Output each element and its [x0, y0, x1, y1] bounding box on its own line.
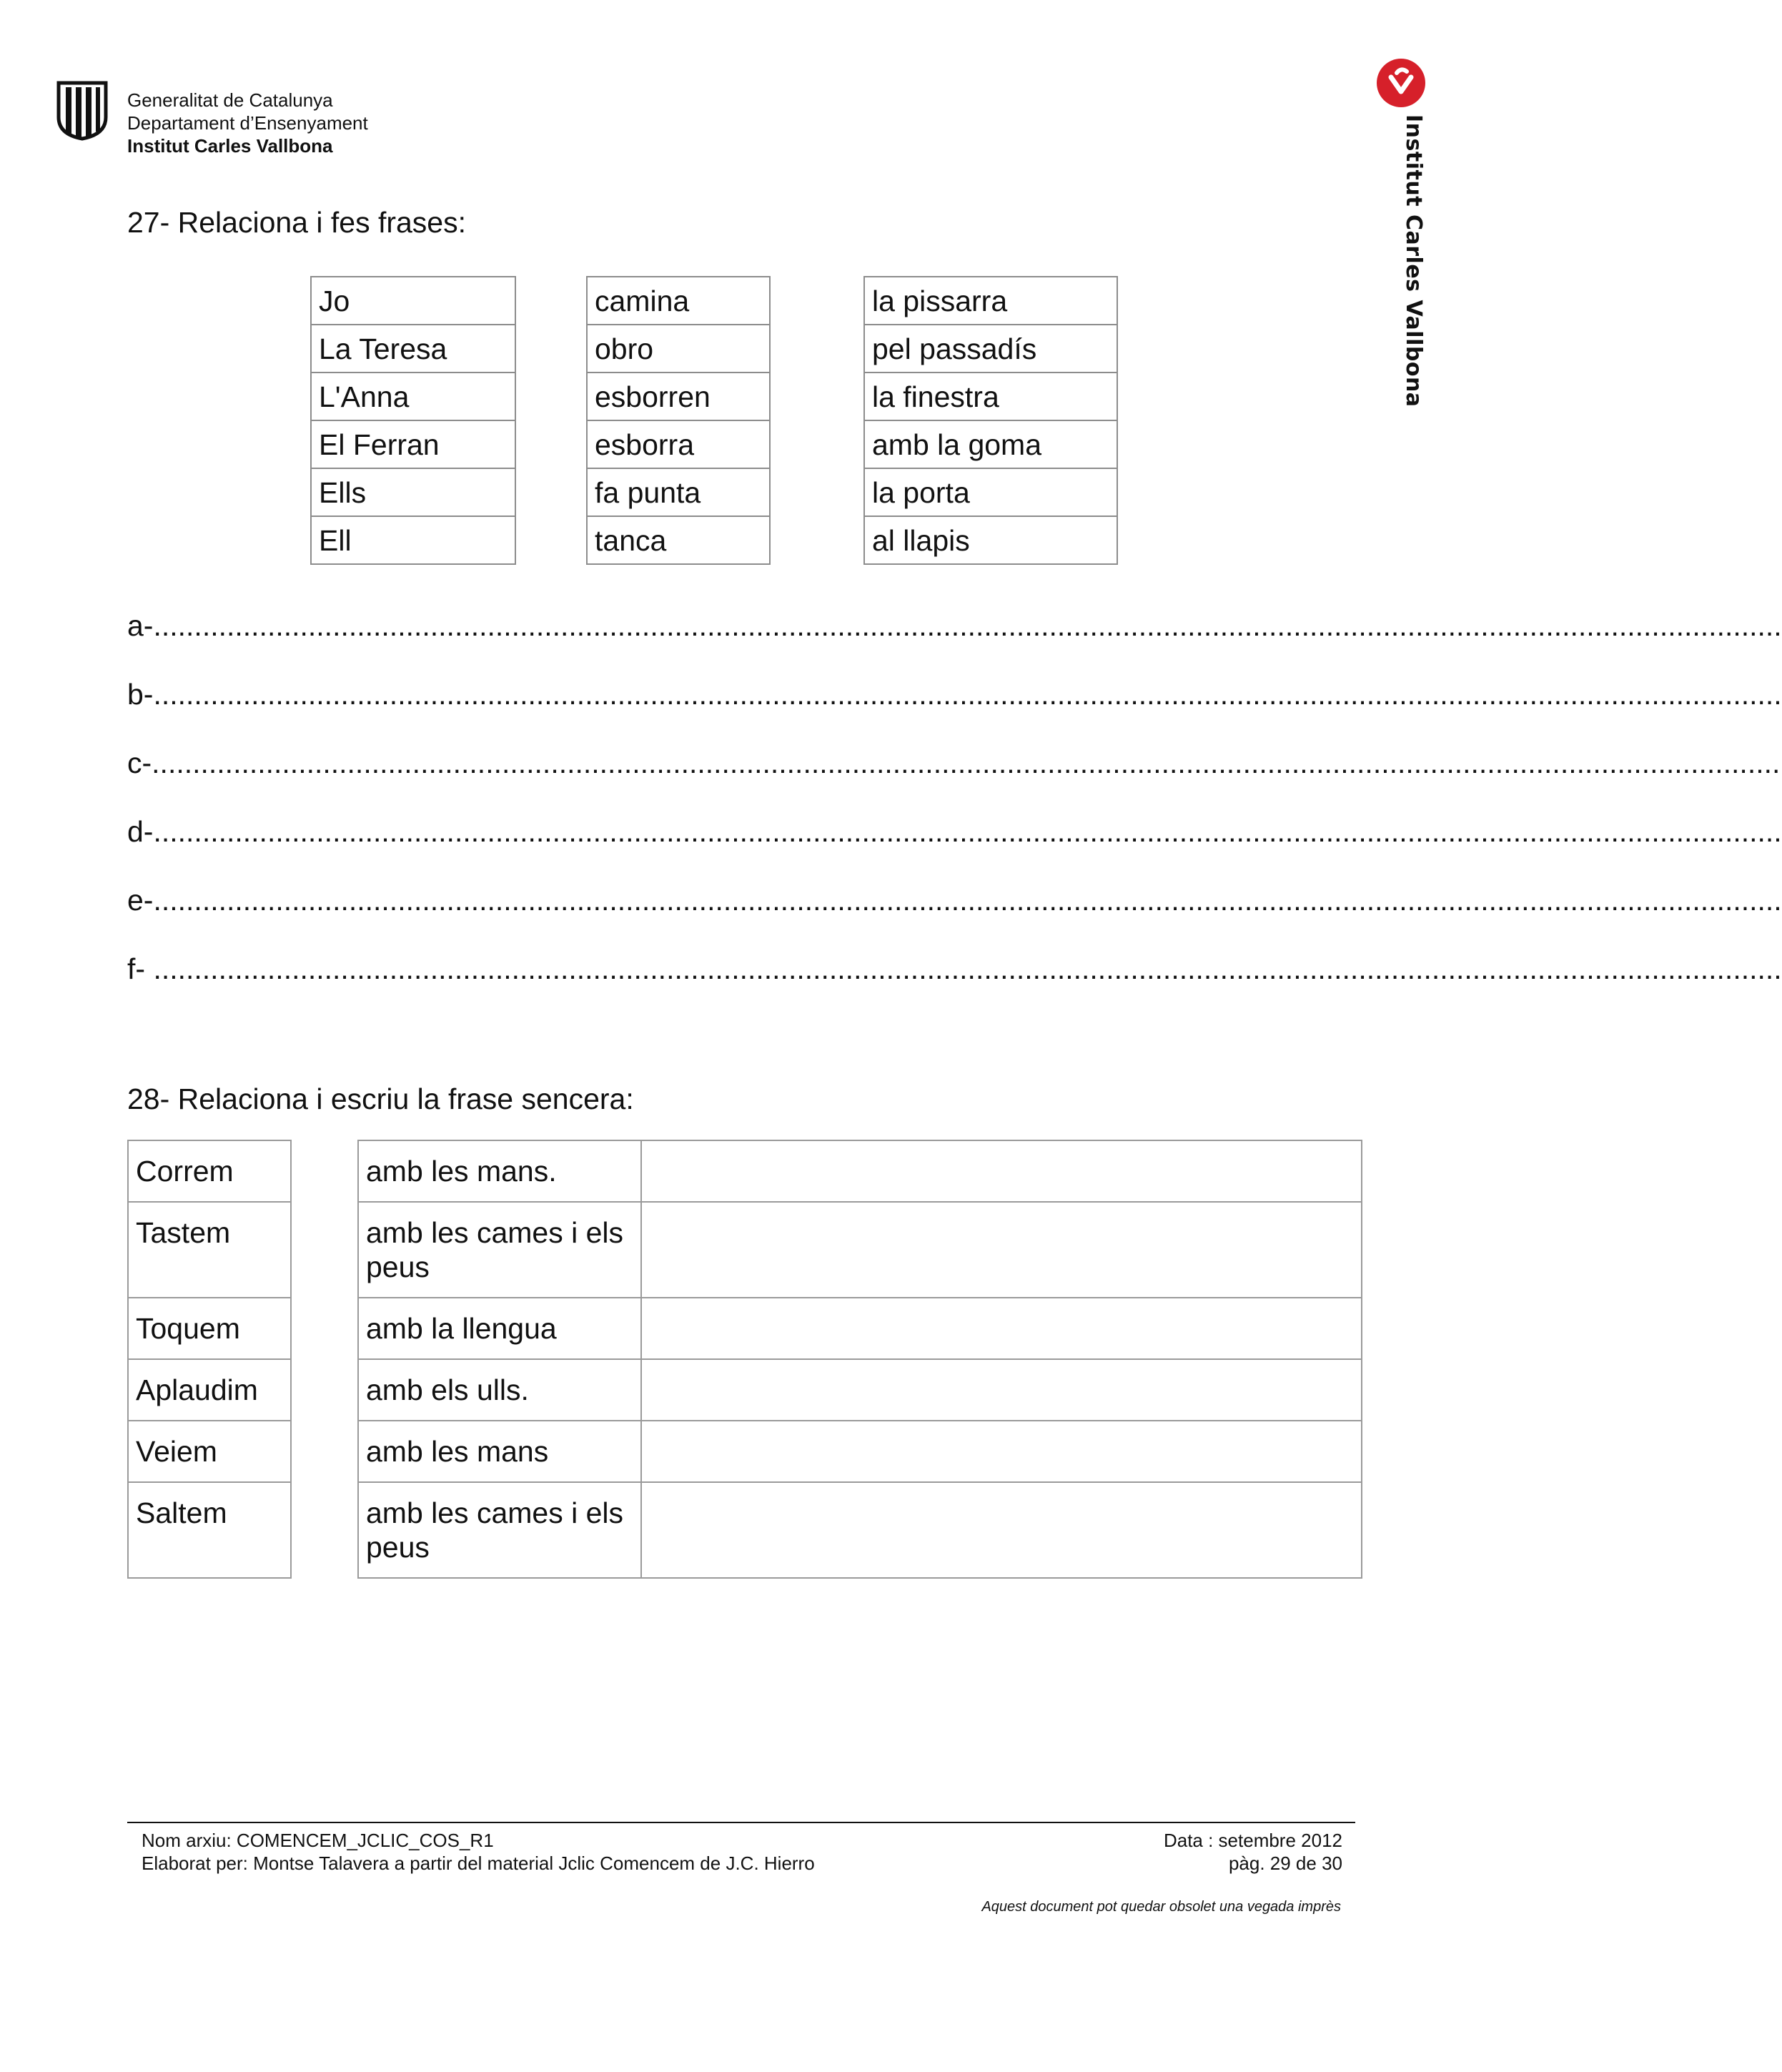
complement-cell: amb els ulls.: [358, 1359, 641, 1421]
answer-line-f[interactable]: f- ........................................................................................................................................................................................................: [127, 952, 1782, 985]
answer-label: a-: [127, 609, 154, 642]
verb-cell: Saltem: [128, 1482, 291, 1578]
footer-date: Data : setembre 2012: [1163, 1830, 1342, 1851]
footer-divider: [127, 1822, 1355, 1823]
answer-label: e-: [127, 884, 154, 917]
institut-side-name: Institut Carles Vallbona: [1401, 114, 1426, 408]
verb-cell: Aplaudim: [128, 1359, 291, 1421]
answer-line-d[interactable]: d-........................................................................................................................................................................................................: [127, 815, 1782, 848]
answer-line-c[interactable]: c-........................................................................................................................................................................................................: [127, 746, 1781, 779]
org-line-1: Generalitat de Catalunya: [127, 89, 333, 111]
footer-disclaimer: Aquest document pot quedar obsolet una vegada imprès: [981, 1899, 1341, 1915]
verb-cell: camina: [588, 277, 769, 325]
answer-line-e[interactable]: e-........................................................................................................................................................................................................: [127, 884, 1782, 917]
answer-label: c-: [127, 746, 152, 779]
answer-line-b[interactable]: b-........................................................................................................................................................................................................: [127, 678, 1782, 711]
answer-cell[interactable]: [641, 1359, 1362, 1421]
verb-cell: esborren: [588, 373, 769, 421]
complement-cell: amb les cames i els peus: [358, 1482, 641, 1578]
verb-cell: esborra: [588, 421, 769, 469]
complement-cell: amb les cames i els peus: [358, 1202, 641, 1298]
complement-cell: amb la llengua: [358, 1298, 641, 1359]
verb-cell: tanca: [588, 517, 769, 565]
complement-cell: amb les mans: [358, 1421, 641, 1482]
verb-cell: Veiem: [128, 1421, 291, 1482]
exercise-28-title: 28- Relaciona i escriu la frase sencera:: [127, 1082, 634, 1115]
institut-logo-icon: [1375, 57, 1427, 109]
answer-cell[interactable]: [641, 1421, 1362, 1482]
answer-cell[interactable]: [641, 1140, 1362, 1202]
answer-line-a[interactable]: a-........................................................................................................................................................................................................: [127, 609, 1782, 642]
org-line-3: Institut Carles Vallbona: [127, 135, 333, 157]
answer-label: d-: [127, 815, 154, 848]
complement-cell: la pissarra: [865, 277, 1117, 325]
footer-file: Nom arxiu: COMENCEM_JCLIC_COS_R1: [142, 1830, 494, 1851]
answer-label: f-: [127, 952, 154, 985]
exercise-27-title: 27- Relaciona i fes frases:: [127, 206, 467, 239]
ex28-complements-table: [357, 1140, 1362, 1579]
subject-cell: Jo: [312, 277, 515, 325]
subject-cell: Ell: [312, 517, 515, 565]
ex28-verbs-table: [127, 1140, 292, 1579]
answer-label: b-: [127, 678, 154, 711]
verb-cell: obro: [588, 325, 769, 373]
complement-cell: al llapis: [865, 517, 1117, 565]
answer-cell[interactable]: [641, 1482, 1362, 1578]
organization-block: [127, 89, 368, 157]
complement-cell: pel passadís: [865, 325, 1117, 373]
verbs-column: [586, 276, 771, 565]
footer-author: Elaborat per: Montse Talavera a partir del material Jclic Comencem de J.C. Hierro: [142, 1853, 815, 1874]
footer-page: pàg. 29 de 30: [1228, 1853, 1342, 1874]
answer-cell[interactable]: [641, 1298, 1362, 1359]
subject-cell: La Teresa: [312, 325, 515, 373]
complement-cell: amb les mans.: [358, 1140, 641, 1202]
complement-cell: amb la goma: [865, 421, 1117, 469]
verb-cell: Toquem: [128, 1298, 291, 1359]
generalitat-coat-of-arms-icon: [56, 80, 109, 140]
verb-cell: fa punta: [588, 469, 769, 517]
org-line-2: Departament d’Ensenyament: [127, 112, 368, 134]
subject-cell: Ells: [312, 469, 515, 517]
subject-cell: L'Anna: [312, 373, 515, 421]
verb-cell: Tastem: [128, 1202, 291, 1298]
complements-column: [863, 276, 1118, 565]
answer-cell[interactable]: [641, 1202, 1362, 1298]
complement-cell: la finestra: [865, 373, 1117, 421]
subjects-column: [310, 276, 516, 565]
complement-cell: la porta: [865, 469, 1117, 517]
verb-cell: Correm: [128, 1140, 291, 1202]
subject-cell: El Ferran: [312, 421, 515, 469]
